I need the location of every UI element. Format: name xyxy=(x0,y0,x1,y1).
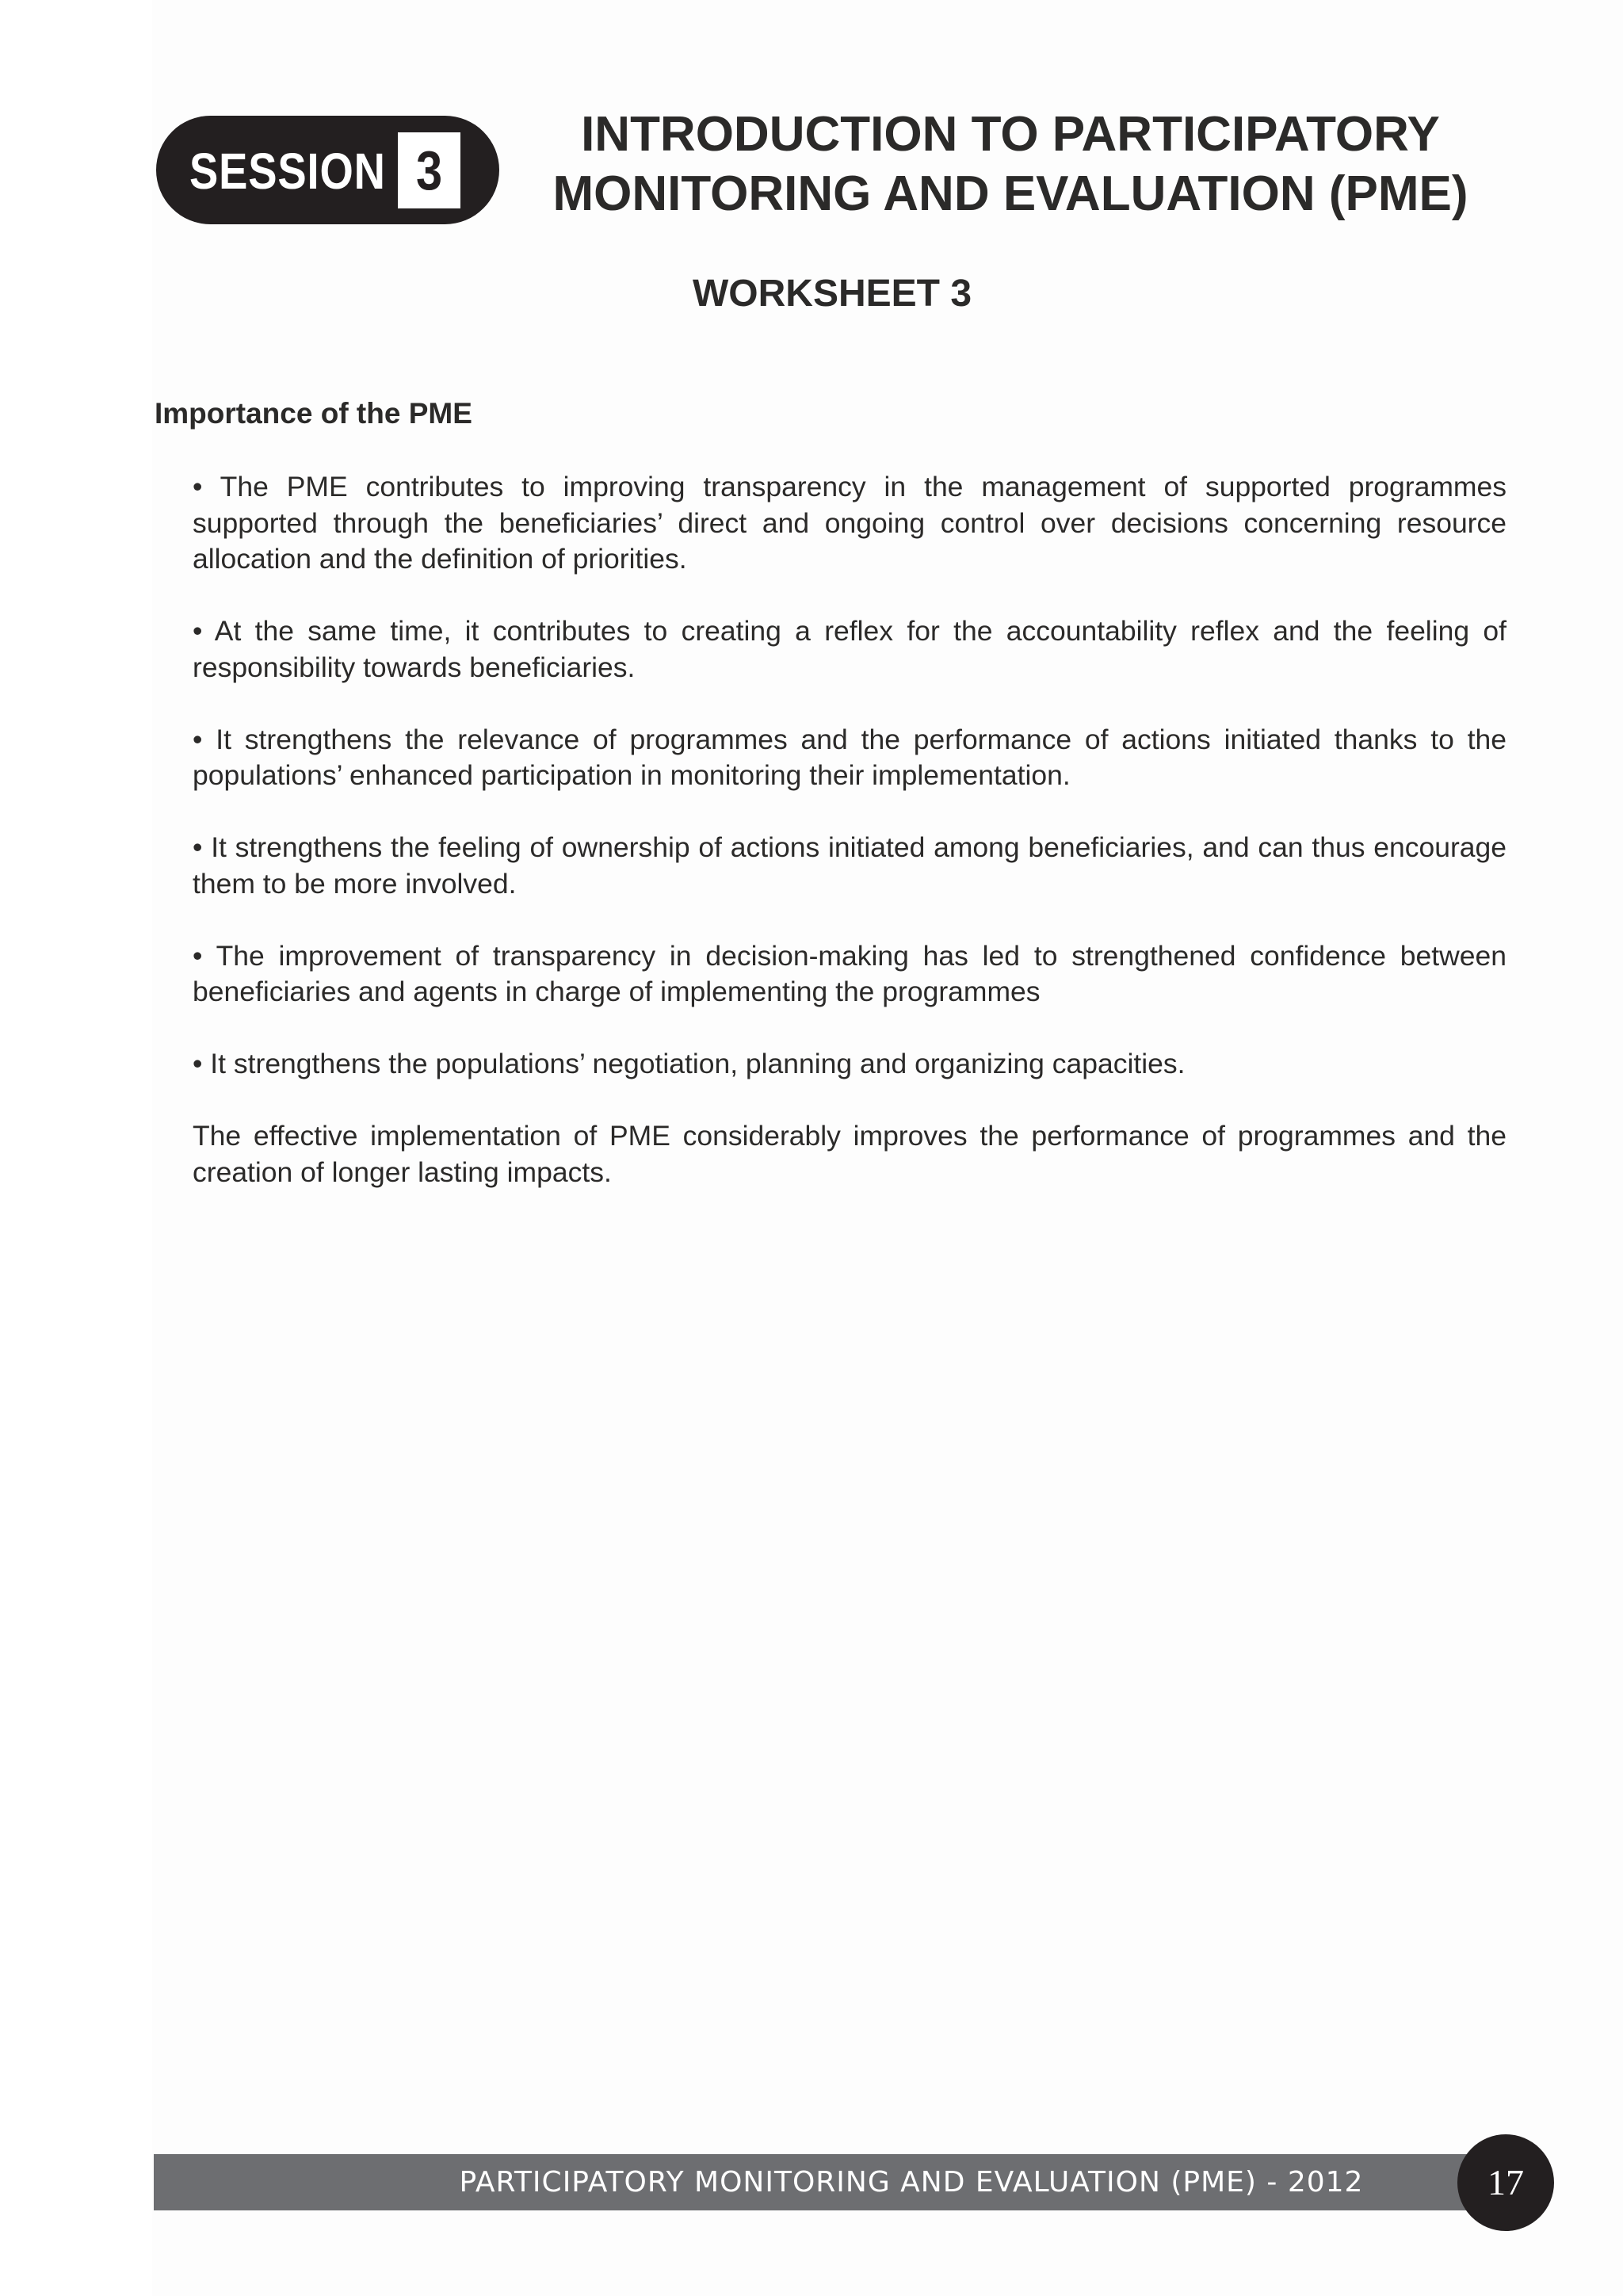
page-number-badge xyxy=(1457,2134,1554,2231)
section-heading: Importance of the PME xyxy=(155,397,472,430)
worksheet-heading: WORKSHEET 3 xyxy=(692,273,972,315)
footer-text: PARTICIPATORY MONITORING AND EVALUATION (PME) - 2012 xyxy=(459,2166,1364,2199)
bullet-paragraph: • It strengthens the relevance of programmes and the performance of actions initiated thanks to the populations’ enhanced participation in monitoring their implementation. xyxy=(193,723,1507,791)
page-title xyxy=(539,105,1482,223)
session-number: 3 xyxy=(415,139,443,201)
session-label: SESSION xyxy=(189,143,386,200)
closing-paragraph: The effective implementation of PME considerably improves the performance of programmes and the creation of longer lasting impacts. xyxy=(193,1120,1507,1188)
body-text xyxy=(193,469,1507,1227)
bullet-paragraph: • The improvement of transparency in decision-making has led to strengthened confidence between beneficiaries and agents in charge of implementing the programmes xyxy=(193,939,1507,1007)
session-number-box xyxy=(398,132,460,208)
bullet-paragraph: • It strengthens the populations’ negotiation, planning and organizing capacities. xyxy=(193,1048,1186,1079)
bullet-paragraph: • It strengthens the feeling of ownership of actions initiated among beneficiaries, and can thus encourage them to be more involved. xyxy=(193,831,1507,900)
bullet-paragraph: • At the same time, it contributes to creating a reflex for the accountability reflex and the feeling of responsibility towards beneficiaries. xyxy=(193,615,1507,683)
page-title-line-2: MONITORING AND EVALUATION (PME) xyxy=(552,166,1468,221)
bullet-paragraph: • The PME contributes to improving transparency in the management of supported programmes supported through the beneficiaries’ direct and ongoing control over decisions concerning resource allocation and the definition of priorities. xyxy=(193,471,1507,575)
page-number: 17 xyxy=(1487,2162,1524,2202)
page-title-line-1: INTRODUCTION TO PARTICIPATORY xyxy=(581,107,1440,162)
page-margin xyxy=(0,0,152,2296)
footer-bar xyxy=(154,2154,1517,2210)
session-badge xyxy=(156,116,499,224)
